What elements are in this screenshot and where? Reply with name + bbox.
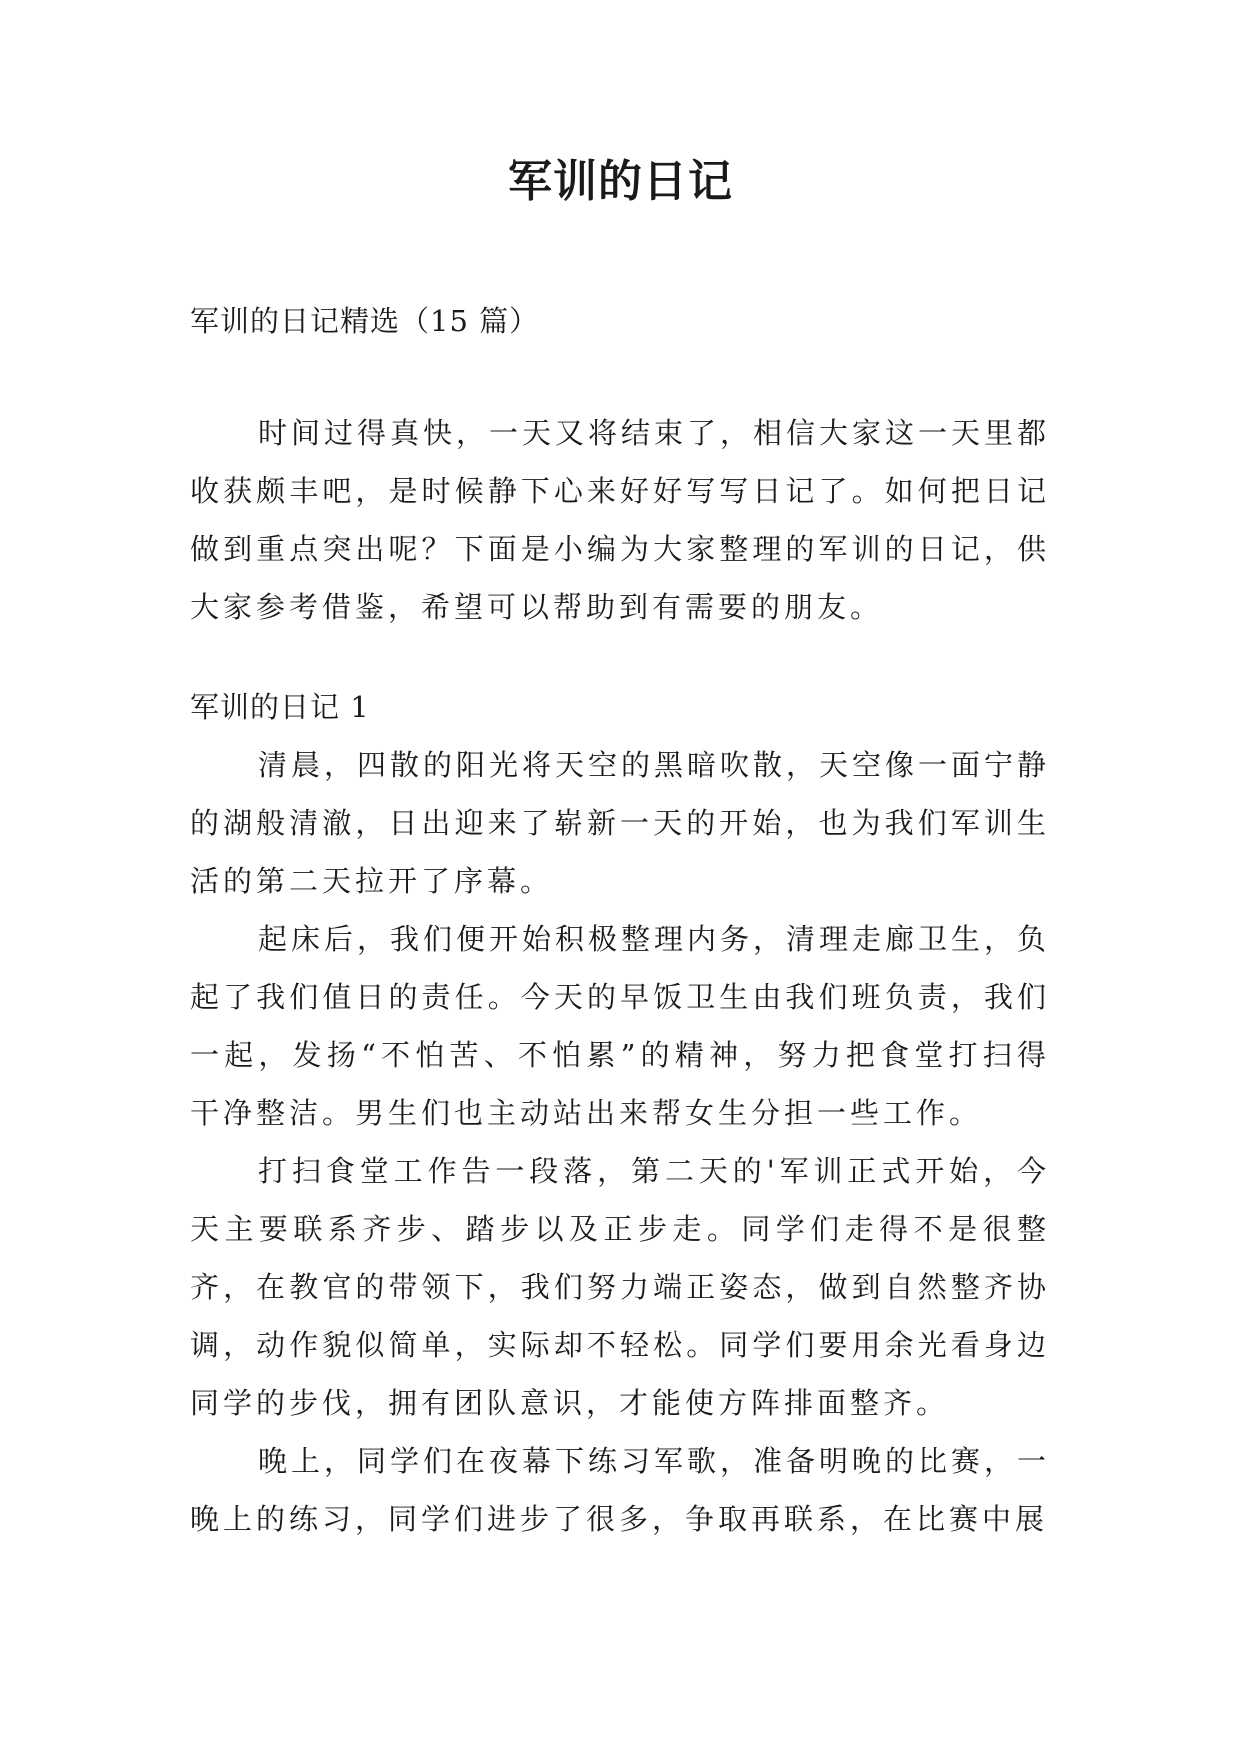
document-body xyxy=(190,292,1050,1548)
body-paragraph: 清晨，四散的阳光将天空的黑暗吹散，天空像一面宁静的湖般清澈，日出迎来了崭新一天的开始，也为我们军训生活的第二天拉开了序幕。 xyxy=(190,748,1051,898)
document-subtitle: 军训的日记精选（15 篇） xyxy=(190,304,540,338)
section-heading: 军训的日记 1 xyxy=(190,690,370,724)
body-paragraph: 打扫食堂工作告一段落，第二天的'军训正式开始，今天主要联系齐步、踏步以及正步走。同学们走得不是很整齐，在教官的带领下，我们努力端正姿态，做到自然整齐协调，动作貌似简单，实际却不轻松。同学们要用余光看身边同学的步伐，拥有团队意识，才能使方阵排面整齐。 xyxy=(190,1154,1050,1420)
body-paragraph: 晚上，同学们在夜幕下练习军歌，准备明晚的比赛，一晚上的练习，同学们进步了很多，争取再联系，在比赛中展 xyxy=(190,1444,1051,1536)
intro-paragraph: 时间过得真快，一天又将结束了，相信大家这一天里都收获颇丰吧，是时候静下心来好好写写日记了。如何把日记做到重点突出呢？下面是小编为大家整理的军训的日记，供大家参考借鉴，希望可以帮助到有需要的朋友。 xyxy=(190,416,1051,624)
document-title: 军训的日记 xyxy=(508,156,733,207)
body-paragraph: 起床后，我们便开始积极整理内务，清理走廊卫生，负起了我们值日的责任。今天的早饭卫生由我们班负责，我们一起，发扬“不怕苦、不怕累”的精神，努力把食堂打扫得干净整洁。男生们也主动站出来帮女生分担一些工作。 xyxy=(190,922,1051,1130)
